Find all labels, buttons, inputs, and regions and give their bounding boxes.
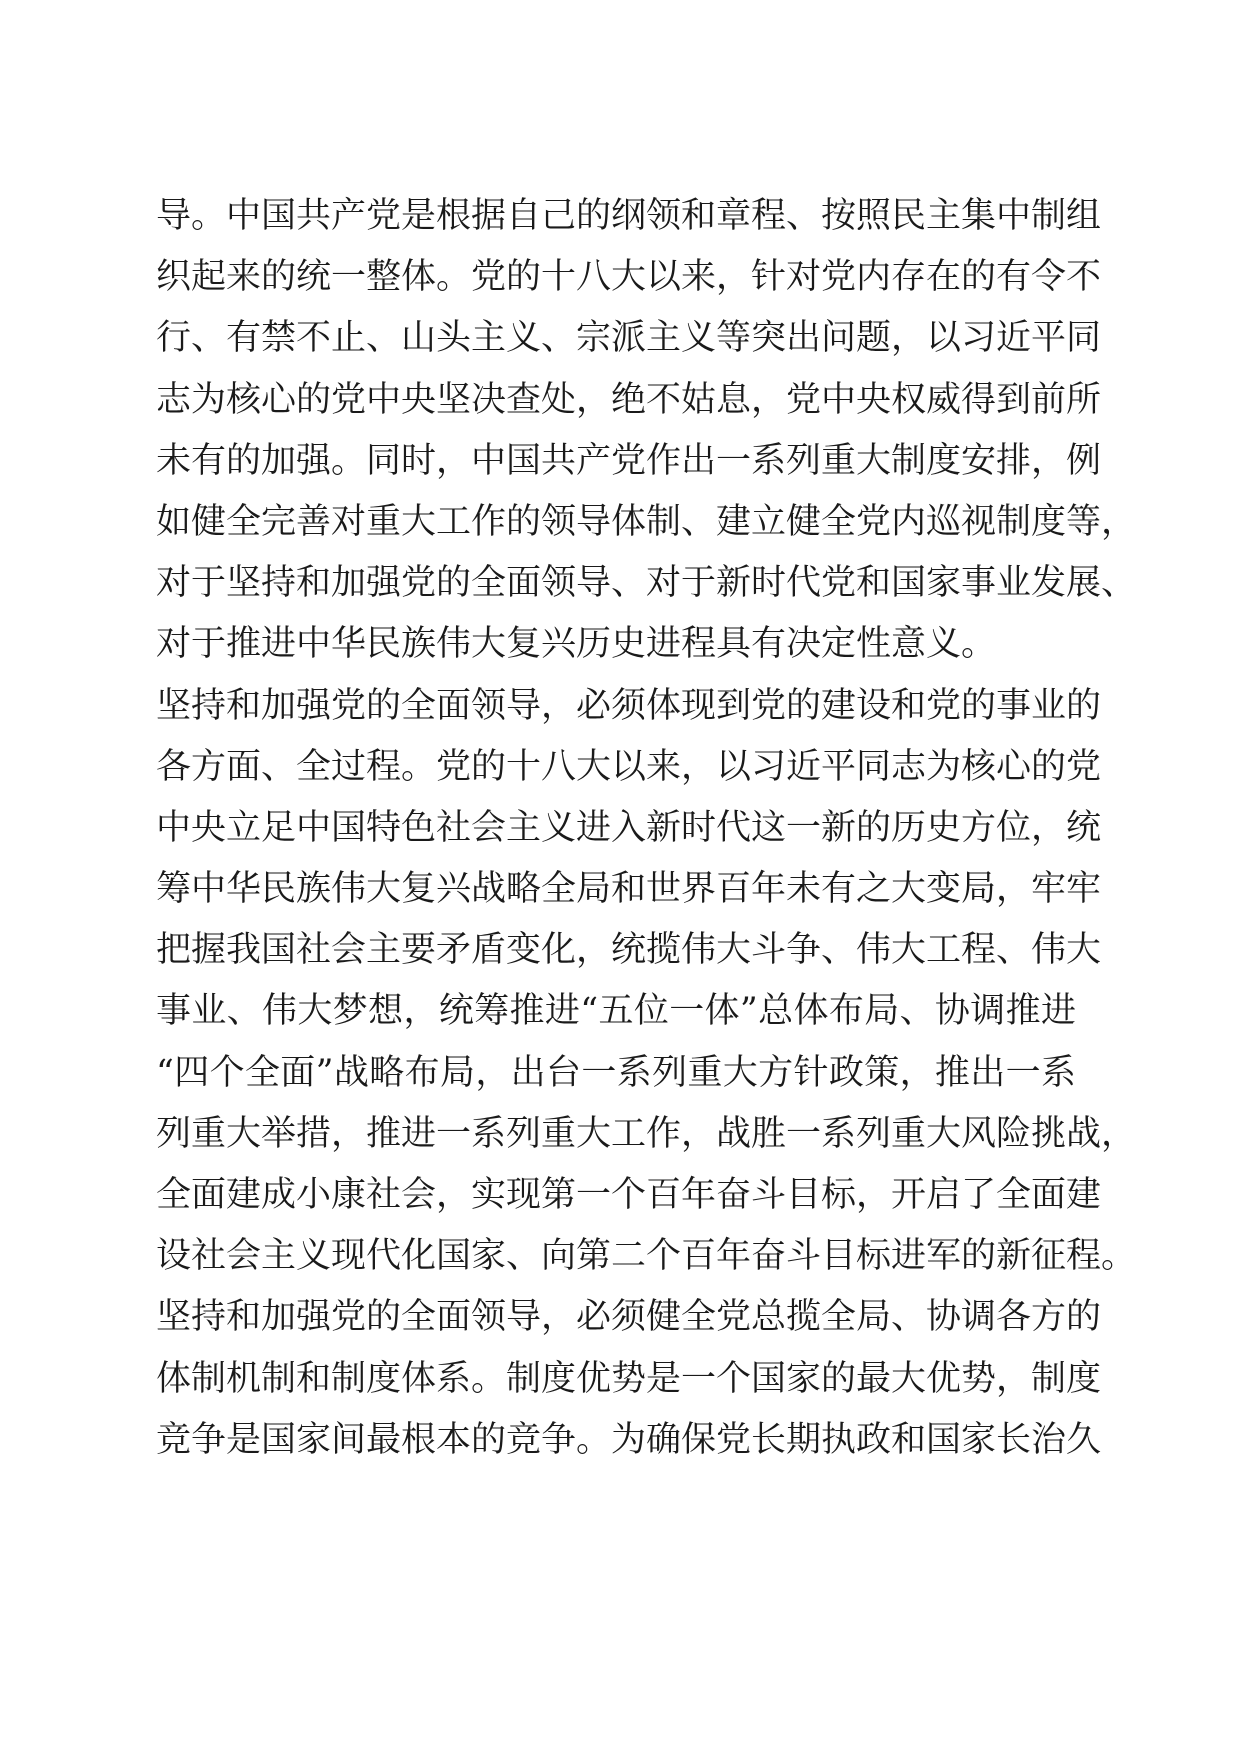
- text-line: “四个全面”战略布局，出台一系列重大方针政策，推出一系: [156, 1052, 1076, 1093]
- body-text: [156, 186, 1137, 1471]
- text-line: 坚持和加强党的全面领导，必须健全党总揽全局、协调各方的: [156, 1297, 1102, 1338]
- text-line: 竞争是国家间最根本的竞争。为确保党长期执政和国家长治久: [156, 1419, 1102, 1460]
- text-line: 对于坚持和加强党的全面领导、对于新时代党和国家事业发展、: [156, 563, 1137, 604]
- text-line: 全面建成小康社会，实现第一个百年奋斗目标，开启了全面建: [156, 1175, 1102, 1215]
- text-line: 筹中华民族伟大复兴战略全局和世界百年未有之大变局，牢牢: [156, 869, 1102, 910]
- text-line: 坚持和加强党的全面领导，必须体现到党的建设和党的事业的: [156, 685, 1102, 726]
- text-line: 把握我国社会主要矛盾变化，统揽伟大斗争、伟大工程、伟大: [156, 930, 1102, 971]
- text-line: 织起来的统一整体。党的十八大以来，针对党内存在的有令不: [156, 257, 1102, 298]
- text-line: 如健全完善对重大工作的领导体制、建立健全党内巡视制度等，: [156, 501, 1137, 542]
- text-line: 体制机制和制度体系。制度优势是一个国家的最大优势，制度: [156, 1358, 1102, 1399]
- text-line: 志为核心的党中央坚决查处，绝不姑息，党中央权威得到前所: [156, 379, 1102, 420]
- text-line: 各方面、全过程。党的十八大以来，以习近平同志为核心的党: [156, 746, 1102, 787]
- text-line: 中央立足中国特色社会主义进入新时代这一新的历史方位，统: [156, 807, 1102, 848]
- text-line: 导。中国共产党是根据自己的纲领和章程、按照民主集中制组: [156, 196, 1102, 236]
- text-line: 对于推进中华民族伟大复兴历史进程具有决定性意义。: [156, 624, 997, 665]
- text-line: 设社会主义现代化国家、向第二个百年奋斗目标进军的新征程。: [156, 1236, 1137, 1277]
- text-line: 未有的加强。同时，中国共产党作出一系列重大制度安排，例: [156, 440, 1102, 481]
- text-line: 列重大举措，推进一系列重大工作，战胜一系列重大风险挑战，: [156, 1113, 1137, 1154]
- text-line: 行、有禁不止、山头主义、宗派主义等突出问题，以习近平同: [156, 318, 1102, 359]
- text-line: 事业、伟大梦想，统筹推进“五位一体”总体布局、协调推进: [156, 991, 1076, 1032]
